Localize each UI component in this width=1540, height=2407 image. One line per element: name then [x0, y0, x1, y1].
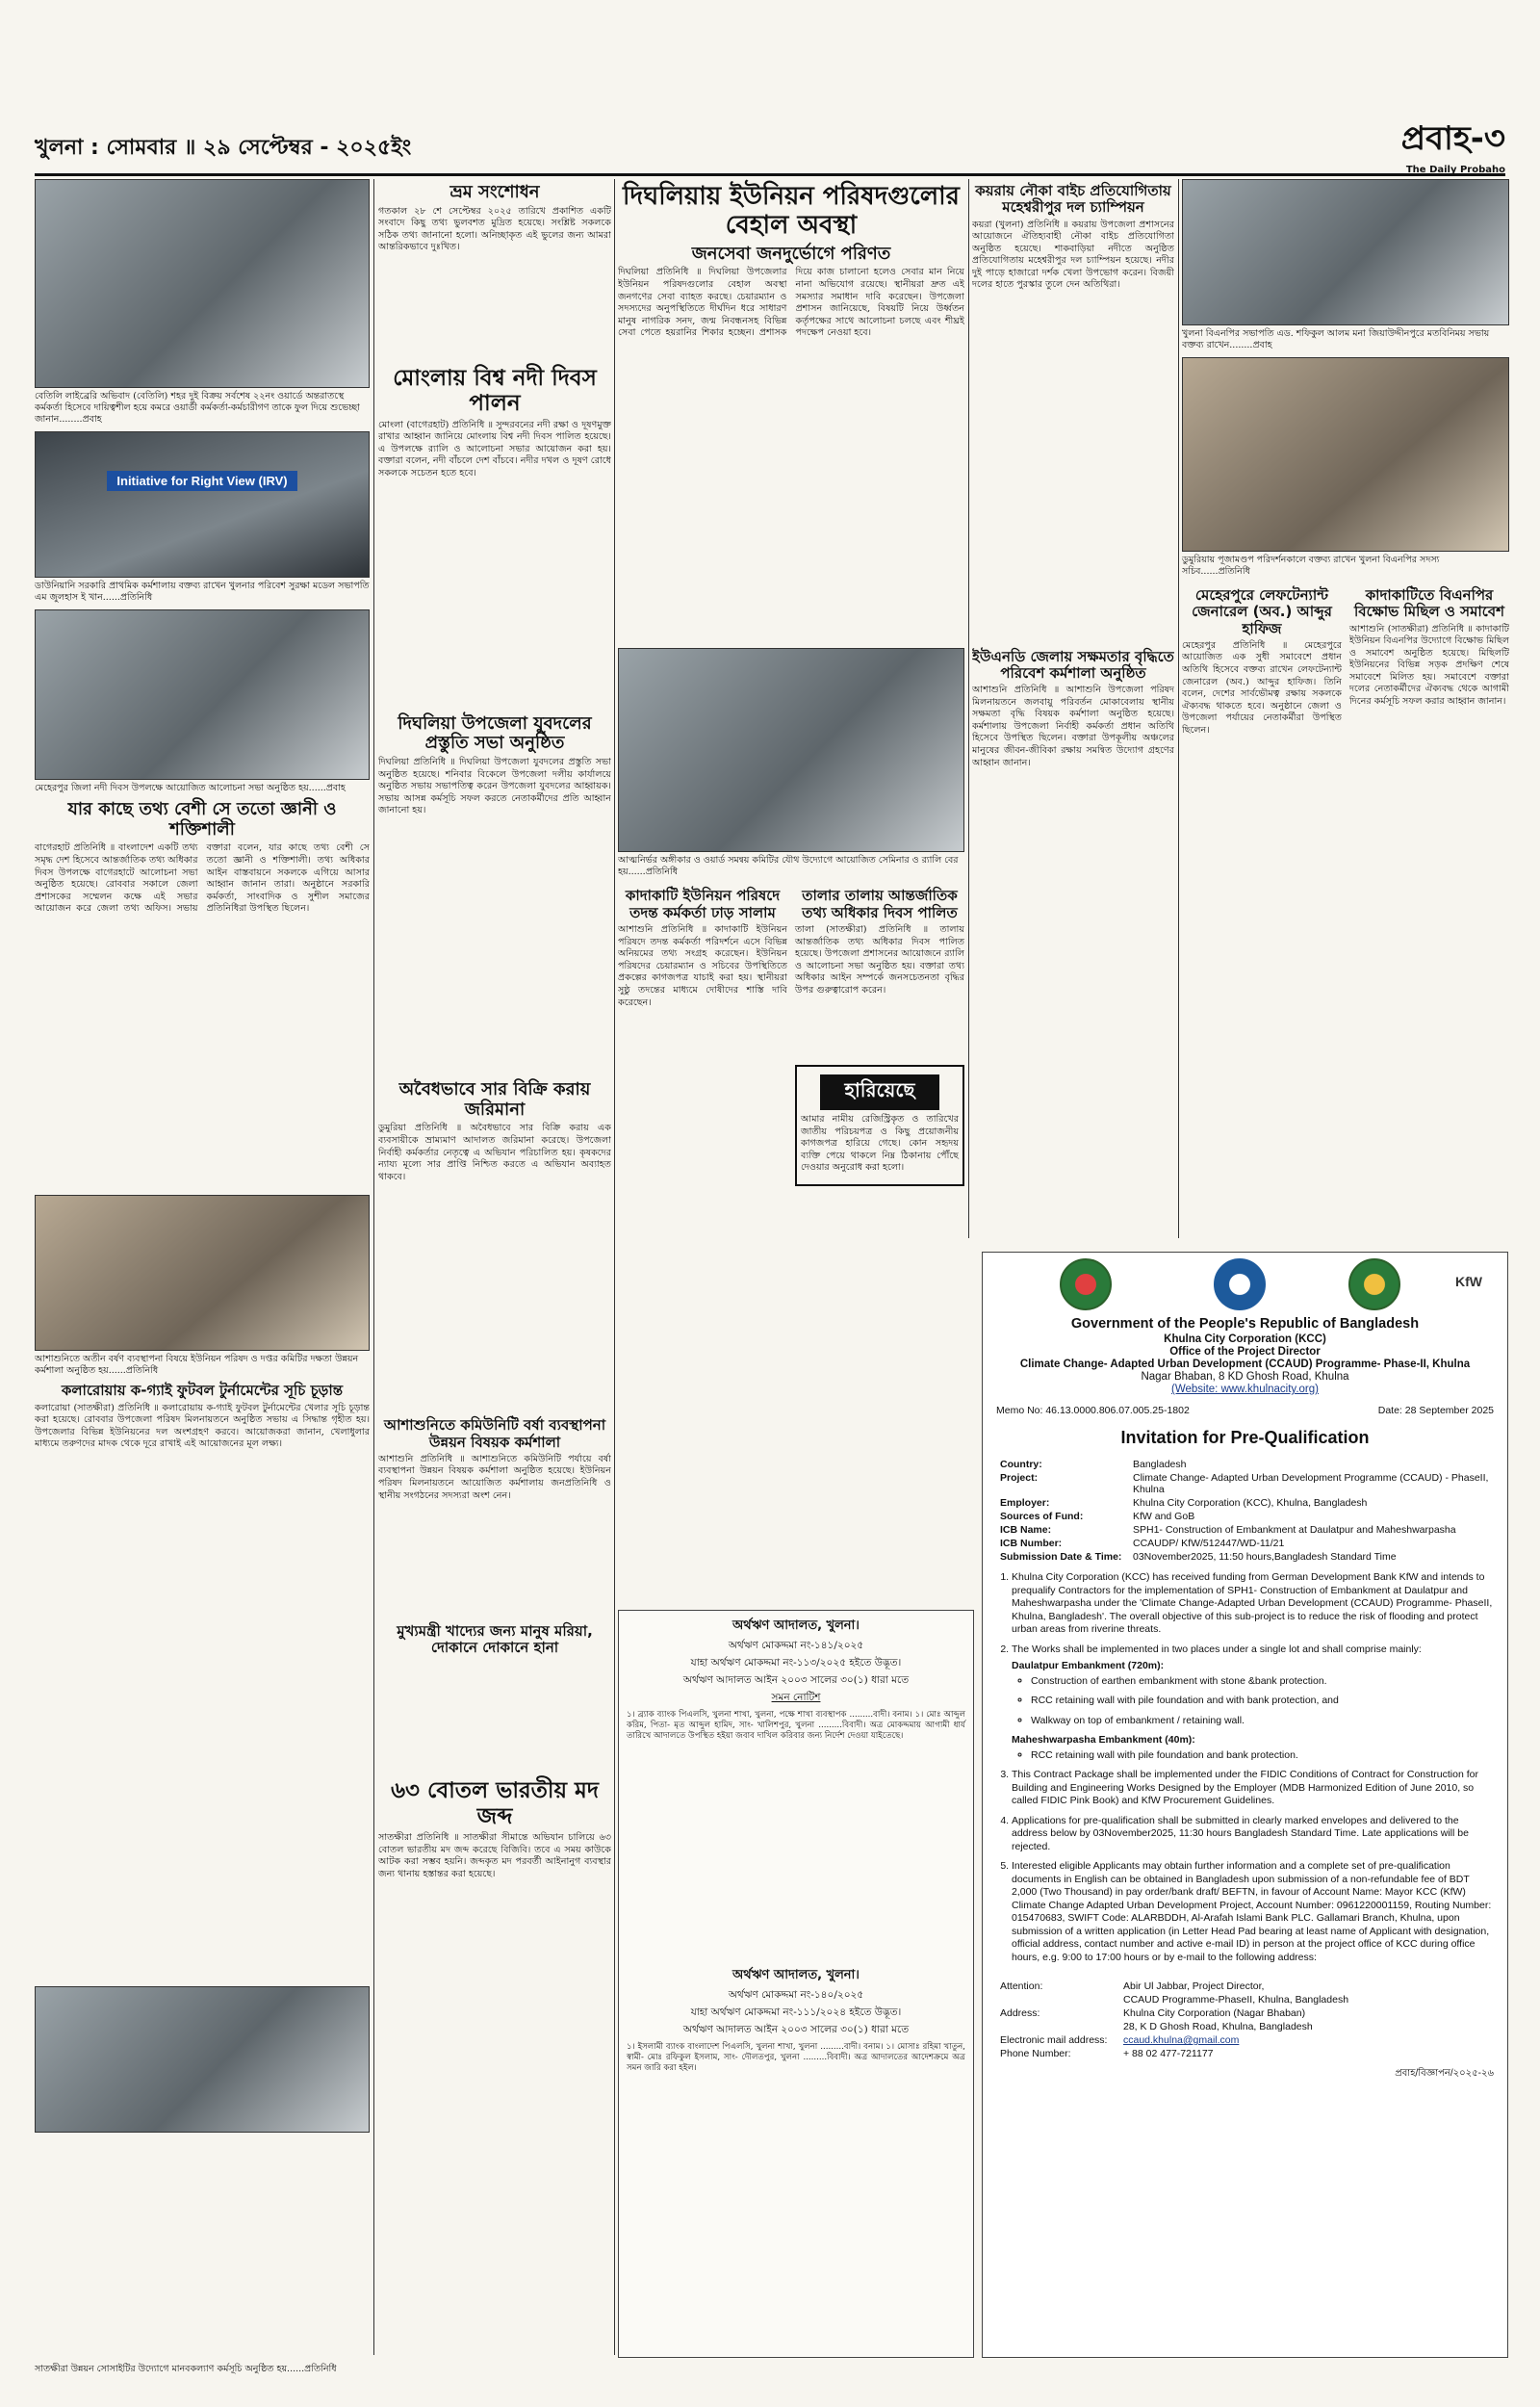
dateline: খুলনা : সোমবার ॥ ২৯ সেপ্টেম্বর - ২০২৫ইং [35, 136, 412, 160]
two-article-row [618, 884, 964, 1248]
row-value: CCAUD Programme-PhaseII, Khulna, Bangladesh [1123, 1994, 1349, 2006]
masthead-logo [1401, 114, 1505, 175]
column-4 [972, 179, 1174, 1238]
notice-line: অর্থঋণ মোকদ্দমা নং-১৪১/২০২৫ [728, 1640, 864, 1651]
photo-caption: মেহেরপুর জিলা নদী দিবস উপলক্ষে আয়োজিত আলোচনা সভা অনুষ্ঠিত হয়......প্রবাহ [35, 783, 346, 793]
row-value: Bangladesh [1133, 1459, 1187, 1470]
clause: 4. Applications for pre-qualification shall be submitted in clearly marked envelopes and delivered to the address below by 03November2025, 11:30 hours Bangladesh Standard Time. Late applications will be rejected. [1012, 1815, 1494, 1854]
row-value: + 88 02 477-721177 [1123, 2048, 1214, 2059]
row-label [996, 1993, 1119, 2006]
row-value: Khulna City Corporation (KCC), Khulna, Bangladesh [1133, 1497, 1368, 1509]
headline: আশাশুনিতে কমিউনিটি বর্ষা ব্যবস্থাপনা উন্নয়ন বিষয়ক কর্মশালা [383, 1416, 606, 1451]
headline: কলারোয়ায় ক-গ্যাই ফুটবল টুর্নামেন্টের সূচি চূড়ান্ত [61, 1382, 344, 1400]
article-body: ডুমুরিয়া প্রতিনিধি ॥ অবৈধভাবে সার বিক্রি করায় এক ব্যবসায়ীকে ভ্রাম্যমাণ আদালত জরিমানা করেছে। উপজেলা নির্বাহী কর্মকর্তার নেতৃত্বে এ অভিযান পরিচালিত হয়। কৃষকদের ন্যায্য মূল্যে সার প্রাপ্তি নিশ্চিত করতে এ অভিযান অব্যাহত থাকবে। [378, 1123, 611, 1182]
row-label: Sources of Fund: [1000, 1511, 1084, 1522]
clause-text: The Works shall be implemented in two places under a single lot and shall comprise mainly: [1012, 1643, 1422, 1655]
bangladesh-seal-icon [1060, 1258, 1112, 1310]
spacer [378, 1659, 611, 1774]
address-line: Nagar Bhaban, 8 KD Ghosh Road, Khulna [1141, 1371, 1349, 1383]
headline: ইউএনডি জেলায় সক্ষমতার বৃদ্ধিতে পরিবেশ কর্মশালা অনুষ্ঠিত [972, 647, 1174, 682]
notice-body: ১। ব্র্যাক ব্যাংক পিএলসি, খুলনা শাখা, খুলনা, পক্ষে শাখা ব্যবস্থাপক .........বাদী। বনাম। ১। মোঃ আব্দুল করিম, পিতা- মৃত আব্দুল হামিদ, সাং- খালিশপুর, খুলনা .........বিবাদী। অত্র মোকদ্দমায় আগামী ধার্য তারিখে আদালতে উপস্থিত হইয়া জবাব দাখিল করিবার জন্য নির্দেশ দেওয়া যাইতেছে। [627, 1710, 965, 1741]
article-body: আশাশুনি (সাতক্ষীরা) প্রতিনিধি ॥ কাদাকাটি ইউনিয়ন বিএনপির উদ্যোগে বিক্ষোভ মিছিল ও সমাবেশ অনুষ্ঠিত হয়েছে। মিছিলটি ইউনিয়নের বিভিন্ন সড়ক প্রদক্ষিণ শেষে সমাবেশে মিলিত হয়। সমাবেশে বক্তারা দলের নেতাকর্মীদের ঐক্যবদ্ধ থেকে আগামী দিনের কর্মসূচি সফল করার আহ্বান জানান। [1349, 623, 1509, 708]
table-row [996, 1523, 1494, 1537]
page-header [35, 114, 1505, 176]
kfw-logo: KfW [1455, 1274, 1482, 1289]
bullet: ◦ RCC retaining wall with pile foundation and bank protection. [1031, 1749, 1494, 1763]
row-value: Khulna City Corporation (Nagar Bhaban) [1123, 2007, 1306, 2019]
tender-info-table [996, 1458, 1494, 1564]
photo-caption: খুলনা বিএনপির সভাপতি এড. শফিকুল আলম মনা জিয়াউদ্দীনপুরে মতবিনিময় সভায় বক্তব্য রাখেন........প্রবাহ [1182, 328, 1490, 350]
row-value: Climate Change- Adapted Urban Development Programme (CCAUD) - PhaseII, Khulna [1133, 1472, 1489, 1495]
news-photo [35, 1195, 370, 1351]
news-photo [35, 431, 370, 578]
article-body: সাতক্ষীরা প্রতিনিধি ॥ সাতক্ষীরা সীমান্তে অভিযান চালিয়ে ৬৩ বোতল ভারতীয় মদ জব্দ করেছে বিজিবি। তবে এ সময় কাউকে আটক করা সম্ভব হয়নি। জব্দকৃত মদ পরবর্তী আইনানুগ ব্যবস্থার জন্য থানায় হস্তান্তর করা হয়েছে। [378, 1832, 611, 1879]
subheading: Daulatpur Embankment (720m): [1012, 1660, 1165, 1671]
bullet-list [1031, 1675, 1494, 1728]
table-row [996, 2033, 1352, 2047]
subheading: Maheshwarpasha Embankment (40m): [1012, 1734, 1195, 1746]
row-value: Abir Ul Jabbar, Project Director, [1123, 1980, 1265, 1992]
news-photo [1182, 179, 1509, 325]
logo-strip [983, 1253, 1507, 1314]
news-photo [35, 609, 370, 780]
lost-body: আমার নামীয় রেজিস্ট্রিকৃত ও তারিখের জাতীয় পরিচয়পত্র ও কিছু প্রয়োজনীয় কাগজপত্র হারিয়ে গেছে। কোন সহৃদয় ব্যক্তি পেয়ে থাকলে নিম্ন ঠিকানায় পৌঁছে দেওয়ার অনুরোধ করা হলো। [801, 1113, 959, 1174]
contact-table [996, 1980, 1352, 2060]
article-body: কয়রা (খুলনা) প্রতিনিধি ॥ কয়রায় উপজেলা প্রশাসনের আয়োজনে ঐতিহ্যবাহী নৌকা বাইচ প্রতিযোগিতা অনুষ্ঠিত হয়েছে। শাকবাড়িয়া নদীতে অনুষ্ঠিত প্রতিযোগিতায় মহেশ্বরীপুর দল চ্যাম্পিয়ন হয়েছে। নদীর দুই পাড়ে হাজারো দর্শক খেলা উপভোগ করেন। বিজয়ী দলের হাতে পুরস্কার তুলে দেন অতিথিরা। [972, 219, 1174, 291]
row-label: Project: [1000, 1472, 1039, 1484]
lost-title: হারিয়েছে [820, 1074, 939, 1110]
row-value: KfW and GoB [1133, 1511, 1195, 1522]
memo-date: Date: 28 September 2025 [1377, 1405, 1494, 1416]
column-1 [35, 179, 370, 2355]
clause [1012, 1643, 1494, 1763]
headline: মুখ্যমন্ত্রী খাদ্যের জন্য মানুষ মরিয়া, দোকানে দোকানে হানা [397, 1621, 593, 1657]
news-photo [35, 1986, 370, 2133]
article-body: দিঘলিয়া প্রতিনিধি ॥ দিঘলিয়া উপজেলার ইউনিয়ন পরিষদগুলোর বেহাল অবস্থা জনগণের সেবা ব্যাহত করছে। চেয়ারম্যান ও সদস্যদের অনুপস্থিতিতে দীর্ঘদিন ধরে সাধারণ মানুষ নাগরিক সনদ, জন্ম নিবন্ধনসহ বিভিন্ন সেবা পেতে হয়রানির শিকার হচ্ছেন। প্রশাসক দিয়ে কাজ চালানো হলেও সেবার মান নিয়ে নানা অভিযোগ রয়েছে। স্থানীয়রা দ্রুত এই সমস্যার সমাধান দাবি করেছেন। উপজেলা প্রশাসন জানিয়েছে, বিষয়টি নিয়ে উর্ধ্বতন কর্তৃপক্ষের সাথে আলোচনা চলছে এবং শীঘ্রই পদক্ষেপ নেওয়া হবে। [618, 267, 964, 339]
photo-caption: আশাশুনিতে অতীন বর্ষণ ব্যবস্থাপনা বিষয়ে ইউনিয়ন পরিষদ ও দপ্তর কমিটির দক্ষতা উন্নয়ন কর্মশালা অনুষ্ঠিত হয়......প্রতিনিধি [35, 1354, 359, 1377]
row-label: Phone Number: [1000, 2048, 1071, 2059]
column-2 [378, 179, 611, 2355]
column-3 [618, 179, 964, 1604]
article-body: আশাশুনি প্রতিনিধি ॥ আশাশুনি উপজেলা পরিষদ মিলনায়তনে জলবায়ু পরিবর্তন মোকাবেলায় স্থানীয় সক্ষমতা বৃদ্ধি বিষয়ক কর্মশালা অনুষ্ঠিত হয়েছে। কর্মশালায় উপজেলা নির্বাহী কর্মকর্তা প্রধান অতিথি হিসেবে উপস্থিত ছিলেন। বক্তারা উপকূলীয় অঞ্চলের মানুষের জীবন-জীবিকা রক্ষায় সমন্বিত উদ্যোগ গ্রহণের আহ্বান জানান। [972, 685, 1174, 768]
column-rule [373, 179, 374, 2355]
notice-line: সমন নোটিশ [771, 1692, 821, 1703]
notice-body: ১। ইসলামী ব্যাংক বাংলাদেশ পিএলসি, খুলনা শাখা, খুলনা .........বাদী। বনাম। ১। মোসাঃ রহিমা খাতুন, স্বামী- মোঃ রফিকুল ইসলাম, সাং- দৌলতপুর, খুলনা .........বিবাদী। অত্র আদালতের আদেশক্রমে অত্র সমন জারি করা হইল। [627, 2042, 965, 2073]
notice-line: যাহা অর্থঋণ মোকদ্দমা নং-১১৩/২০২৫ হইতে উদ্ভূত। [690, 1657, 902, 1669]
row-label: ICB Name: [1000, 1524, 1052, 1536]
news-photo [618, 648, 964, 852]
notice-title: অর্থঋণ আদালত, খুলনা। [732, 1968, 860, 1982]
photo-caption: সাতক্ষীরা উন্নয়ন সোসাইটির উদ্যোগে মানবকল্যাণ কর্মসূচি অনুষ্ঠিত হয়......প্রতিনিধি [35, 2364, 337, 2374]
office-name: Office of the Project Director [1169, 1346, 1321, 1358]
column-rule [968, 179, 969, 1238]
row-label: Attention: [1000, 1980, 1043, 1992]
article-body: বাগেরহাট প্রতিনিধি ॥ বাংলাদেশ একটি তথ্য সমৃদ্ধ দেশ হিসেবে আন্তর্জাতিক তথ্য অধিকার দিবস উপলক্ষে বাগেরহাটে আলোচনা সভা অনুষ্ঠিত হয়েছে। রোববার সকালে জেলা প্রশাসকের সম্মেলন কক্ষে এই সভার আয়োজন করে জেলা তথ্য অফিস। সভায় বক্তারা বলেন, যার কাছে তথ্য বেশী সে ততো জ্ঞানী ও শক্তিশালী। তথ্য অধিকার আইন বাস্তবায়নে সকলকে এগিয়ে আসার আহ্বান জানান তারা। অনুষ্ঠানে সরকারি কর্মকর্তা, সাংবাদিক ও সুশীল সমাজের প্রতিনিধিরা উপস্থিত ছিলেন। [35, 842, 370, 915]
memo-number: Memo No: 46.13.0000.806.07.005.25-1802 [996, 1405, 1190, 1416]
memo-row [996, 1405, 1494, 1418]
table-row [996, 1496, 1494, 1510]
kcc-tender-ad [982, 1252, 1508, 2358]
article [618, 884, 787, 1248]
row-value: SPH1- Construction of Embankment at Daulatpur and Maheshwarpasha [1133, 1524, 1456, 1536]
article-body: দিঘলিয়া প্রতিনিধি ॥ দিঘলিয়া উপজেলা যুবদলের প্রস্তুতি সভা অনুষ্ঠিত হয়েছে। শনিবার বিকেলে উপজেলা দলীয় কার্যালয়ে অনুষ্ঠিত সভায় সভাপতিত্ব করেন উপজেলা যুবদলের আহ্বায়ক। সভায় আসন্ন কর্মসূচি সফল করতে নেতাকর্মীদের প্রতি আহ্বান জানানো হয়। [378, 756, 611, 816]
news-photo [35, 179, 370, 388]
headline: ৬৩ বোতল ভারতীয় মদ জব্দ [391, 1778, 599, 1829]
bullet: ◦ RCC retaining wall with pile foundation and with bank protection, and [1031, 1695, 1494, 1708]
row-label: Address: [1000, 2007, 1040, 2019]
article-body: গতকাল ২৮ শে সেপ্টেম্বর ২০২৫ তারিখে প্রকাশিত একটি সংবাদে কিছু তথ্য ভুলবশত মুদ্রিত হয়েছে। সংশ্লিষ্ট সকলকে সঠিক তথ্য জানানো হলো। অনিচ্ছাকৃত এই ভুলের জন্য আমরা আন্তরিকভাবে দুঃখিত। [378, 205, 611, 253]
notice-line: অর্থঋণ মোকদ্দমা নং-১৪০/২০২৫ [728, 1989, 864, 2001]
gov-title: Government of the People's Republic of Bangladesh [1070, 1316, 1420, 1332]
headline: অবৈধভাবে সার বিক্রি করায় জরিমানা [398, 1078, 591, 1120]
kcc-logo-icon [1214, 1258, 1266, 1310]
bullet: ◦ Construction of earthen embankment with stone &bank protection. [1031, 1675, 1494, 1689]
headline: মোংলায় বিশ্ব নদী দিবস পালন [393, 365, 597, 417]
table-row [996, 1471, 1494, 1496]
article-body: আশাশুনি প্রতিনিধি ॥ আশাশুনিতে কমিউনিটি পর্যায়ে বর্ষা ব্যবস্থাপনা উন্নয়ন বিষয়ক কর্মশালা অনুষ্ঠিত হয়েছে। ইউনিয়ন পরিষদ মিলনায়তনে আয়োজিত কর্মশালায় জনপ্রতিনিধি ও স্থানীয় সংগঠনের সদস্যরা অংশ নেন। [378, 1453, 611, 1501]
photo-caption: আত্মনির্ভর অঙ্গীকার ও ওয়ার্ড সমন্বয় কমিটির যৌথ উদ্যোগে আয়োজিত সেমিনার ও র‍্যালি বের হয়......প্রতিনিধি [618, 855, 959, 878]
lost-notice [795, 1065, 964, 1186]
table-row [996, 2006, 1352, 2020]
article [795, 884, 964, 1248]
row-label: Country: [1000, 1459, 1042, 1470]
table-row [996, 2020, 1352, 2033]
headline: দিঘলিয়া উপজেলা যুবদলের প্রস্তুতি সভা অনুষ্ঠিত [398, 712, 592, 754]
headline: তালার তালায় আন্তর্জাতিক তথ্য অধিকার দিবস পালিত [802, 887, 958, 921]
row-label: Submission Date & Time: [1000, 1551, 1122, 1563]
headline: যার কাছে তথ্য বেশী সে ততো জ্ঞানী ও শক্তিশালী [67, 799, 337, 840]
tender-clauses [1012, 1571, 1494, 1964]
notice-line: অর্থঋণ আদালত আইন ২০০৩ সালের ৩০(১) ধারা মতে [682, 2024, 910, 2035]
two-article-row [1182, 583, 1509, 743]
article [1349, 583, 1509, 743]
row-label: ICB Number: [1000, 1538, 1063, 1549]
headline: ভ্রম সংশোধন [449, 182, 540, 202]
headline: মেহেরপুরে লেফটেন্যান্ট জেনারেল (অব.) আব্দুর হাফিজ [1192, 586, 1332, 637]
lead-subheadline: জনসেবা জনদুর্ভোগে পরিণত [691, 243, 891, 264]
bullet: ◦ Walkway on top of embankment / retaining wall. [1031, 1715, 1494, 1728]
bullet-list [1031, 1749, 1494, 1763]
headline: কয়রায় নৌকা বাইচ প্রতিযোগিতায় মহেশ্বরীপুর দল চ্যাম্পিয়ন [975, 182, 1171, 217]
invitation-title: Invitation for Pre-Qualification [1120, 1428, 1370, 1447]
photo-caption: বেতিলি লাইব্রেরি অভিবাদ (বেতিলি) শহর দুই বিক্রয় সর্বশেষ ২২নং ওয়ার্ডে অন্তরাতস্থে কর্মকর্তা হিসেবে দায়িত্বশীল হয়ে কমরে ওয়ার্ডী কর্মকর্তা-কর্মচারীগণ তাকে ফুল দিয়ে শুভেচ্ছা জানান........প্রবাহ [35, 391, 360, 425]
clause: 3. This Contract Package shall be implemented under the FIDIC Conditions of Contract for Construction for Building and Engineering Works Designed by the Employer (MDB Harmonized Edition of June 2010, so called FIDIC Pink Book) and KfW Procurement Guidelines. [1012, 1769, 1494, 1808]
row-label: Electronic mail address: [1000, 2034, 1108, 2046]
headline: কাদাকাটি ইউনিয়ন পরিষদে তদন্ত কর্মকর্তা ঢাড় সালাম [625, 887, 781, 921]
ad-number: প্রবাহ/বিজ্ঞাপন/২০২৫-২৬ [1395, 2068, 1494, 2079]
column-rule [614, 179, 615, 2355]
clause: 5. Interested eligible Applicants may obtain further information and a complete set of pre-qualification documents in English can be obtained in Bangladesh upon submission of a non-refundable fee of BDT 2,000 (Two Thousand) in pay order/bank draft/ BEFTN, in favour of Account Name: Mayor KCC (KfW) Climate Change Adapted Urban Development Project, Account Number: 0961220001159, Routing Number: 015470683, SWIFT Code: ALARBDDH, Al-Arafah Islami Bank PLC. Gallamari Branch, Khulna, upon submission of a written application (in Letter Head Pad bearing at least name of Applicant with designation, official address, contact number and active e-mail ID) in person at the project office of KCC during office hours, e.g. 9:00 to 17:00 hours or by e-mail to the following address: [1012, 1860, 1494, 1964]
notice-line: যাহা অর্থঋণ মোকদ্দমা নং-১১১/২০২৪ হইতে উদ্ভূত। [690, 2006, 902, 2018]
court-notice [618, 1610, 974, 2358]
row-value: CCAUDP/ KfW/512447/WD-11/21 [1133, 1538, 1285, 1549]
notice-line: অর্থঋণ আদালত আইন ২০০৩ সালের ৩০(১) ধারা মতে [682, 1674, 910, 1686]
lead-headline: দিঘলিয়ায় ইউনিয়ন পরিষদগুলোর বেহাল অবস্থা [623, 182, 960, 240]
row-value: 28, K D Ghosh Road, Khulna, Bangladesh [1123, 2021, 1313, 2032]
row-value: 03November2025, 11:50 hours,Bangladesh Standard Time [1133, 1551, 1397, 1563]
article-body: তালা (সাতক্ষীরা) প্রতিনিধি ॥ তালায় আন্তর্জাতিক তথ্য অধিকার দিবস পালিত হয়েছে। উপজেলা প্রশাসনের আয়োজনে র‍্যালি ও আলোচনা সভা অনুষ্ঠিত হয়। বক্তারা তথ্য অধিকার আইন সম্পর্কে জনসচেতনতা বৃদ্ধির উপর গুরুত্বারোপ করেন। [795, 923, 964, 996]
table-row [996, 2047, 1352, 2060]
org-name: Khulna City Corporation (KCC) [1164, 1333, 1326, 1345]
table-row [996, 1993, 1352, 2006]
article [1182, 583, 1342, 743]
website-link[interactable]: (Website: www.khulnacity.org) [1171, 1384, 1319, 1395]
headline: কাদাকাটিতে বিএনপির বিক্ষোভ মিছিল ও সমাবেশ [1353, 586, 1505, 621]
clause: 1. Khulna City Corporation (KCC) has received funding from German Development Bank KfW and intends to prequalify Contractors for the implementation of SPH1- Construction of Embankment at Daulatpur and Maheshwarpasha under the 'Climate Change-Adapted Urban Development (CCAUD) Programme- PhaseII, Khulna, Bangladesh'. The overall objective of this sub-project is to reduce the risk of flooding and protect urban areas from riverine threats. [1012, 1571, 1494, 1637]
article-body: আশাশুনি প্রতিনিধি ॥ কাদাকাটি ইউনিয়ন পরিষদে তদন্ত কর্মকর্তা পরিদর্শনে এসে বিভিন্ন অনিয়মের তথ্য সংগ্রহ করেছেন। ইউনিয়ন পরিষদের চেয়ারম্যান ও সচিবের উপস্থিতিতে প্রকল্পের কাগজপত্র যাচাই করা হয়। স্থানীয়রা সুষ্ঠু তদন্তের মাধ্যমে দোষীদের শাস্তি দাবি করেছেন। [618, 923, 787, 1008]
row-value[interactable]: ccaud.khulna@gmail.com [1123, 2034, 1240, 2046]
banner-text: Initiative for Right View (IRV) [107, 471, 296, 491]
row-label: Employer: [1000, 1497, 1050, 1509]
notice-title: অর্থঋণ আদালত, খুলনা। [732, 1618, 860, 1633]
photo-caption: ডাউনিয়ানি সরকারি প্রাথমিক কর্মশালায় বক্তব্য রাখেন খুলনার পরিবেশ সুরক্ষা মডেল সভাপতি এম জুলহাস ই খান......প্রতিনিধি [35, 581, 370, 603]
table-row [996, 1458, 1494, 1471]
column-5 [1182, 179, 1509, 1238]
photo-caption: ডুমুরিয়ায় পূজামণ্ডপ পরিদর্শনকালে বক্তব্য রাখেন খুলনা বিএনপির সদস্য সচিব......প্রতিনিধি [1182, 555, 1440, 577]
logo-text: প্রবাহ-৩ [1400, 119, 1505, 158]
table-row [996, 1550, 1494, 1564]
table-row [996, 1537, 1494, 1550]
article-body: মেহেরপুর প্রতিনিধি ॥ মেহেরপুরে আয়োজিত এক সুধী সমাবেশে প্রধান অতিথি হিসেবে বক্তব্য রাখেন লেফটেন্যান্ট জেনারেল (অব.) আব্দুর হাফিজ। তিনি বলেন, দেশের সার্বভৌমত্ব রক্ষায় সকলকে ঐক্যবদ্ধ থাকতে হবে। অনুষ্ঠানে জেলা ও উপজেলা পর্যায়ের নেতাকর্মীরা উপস্থিত ছিলেন। [1182, 639, 1342, 736]
news-photo [1182, 357, 1509, 552]
logo-tagline: The Daily Probaho [1405, 165, 1505, 175]
ccaud-logo-icon [1348, 1258, 1400, 1310]
article-body: কলারোয়া (সাতক্ষীরা) প্রতিনিধি ॥ কলারোয়ায় ক-গ্যাই ফুটবল টুর্নামেন্টের খেলার সূচি চূড়ান্ত করা হয়েছে। রোববার উপজেলা পরিষদ মিলনায়তনে অনুষ্ঠিত সভায় এ সিদ্ধান্ত গৃহীত হয়। উপজেলার বিভিন্ন ইউনিয়নের দল অংশগ্রহণ করবে। আয়োজকরা জানান, খেলাধুলার মাধ্যমে তরুণদের মাদক থেকে দূরে রাখাই এই আয়োজনের মূল লক্ষ্য। [35, 1402, 370, 1450]
table-row [996, 1980, 1352, 1993]
table-row [996, 1510, 1494, 1523]
row-label [996, 2020, 1119, 2033]
column-rule [1178, 179, 1179, 1238]
programme-name: Climate Change- Adapted Urban Development (CCAUD) Programme- Phase-II, Khulna [1019, 1359, 1471, 1370]
article-body: মোংলা (বাগেরহাট) প্রতিনিধি ॥ সুন্দরবনের নদী রক্ষা ও দূষণমুক্ত রাখার আহ্বান জানিয়ে মোংলায় বিশ্ব নদী দিবস পালিত হয়েছে। এ উপলক্ষে র‍্যালি ও আলোচনা সভার আয়োজন করা হয়। বক্তারা বলেন, নদী বাঁচলে দেশ বাঁচবে। নদীর দখল ও দূষণ রোধে সকলকে সচেতন হতে হবে। [378, 419, 611, 479]
